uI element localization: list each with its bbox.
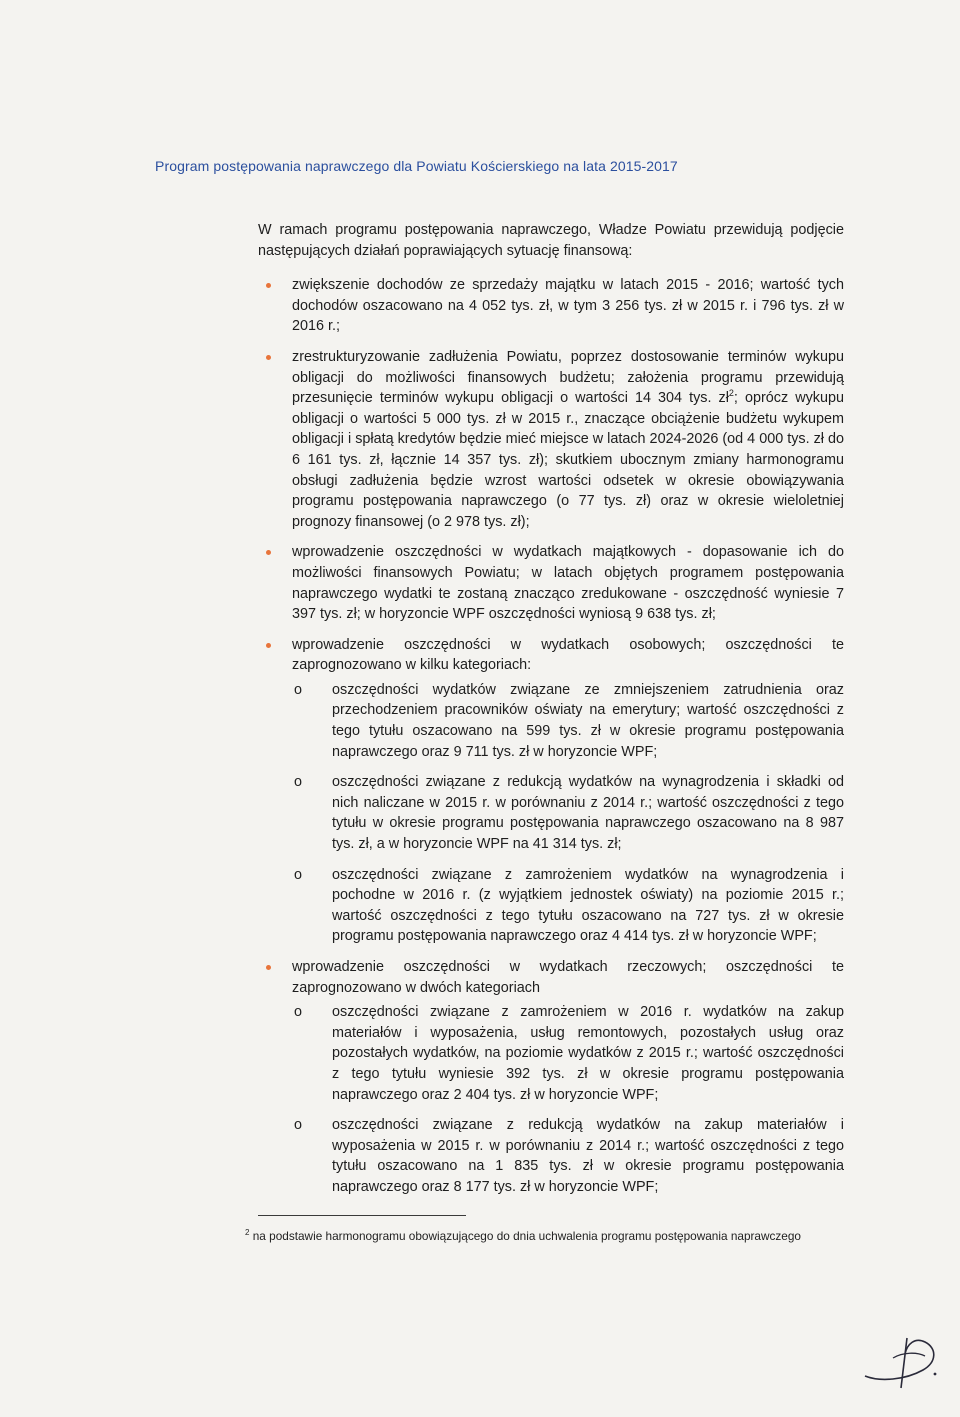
sub-list-marker: o [294, 866, 303, 883]
bullet-dot [266, 550, 271, 555]
sub-list [292, 1002, 844, 1197]
footnote-reference: 2 [728, 388, 734, 399]
intro-paragraph: W ramach programu postępowania naprawczego, Władze Powiatu przewidują podjęcie następujących działań poprawiających sytuację finansową: [258, 222, 844, 259]
bullet-dot [266, 283, 271, 288]
sub-list-item [292, 680, 844, 762]
sub-list-marker: o [294, 1117, 303, 1134]
bullet-dot [266, 643, 271, 648]
sub-list-marker: o [294, 681, 303, 698]
measures-list [258, 275, 844, 1197]
list-item [258, 347, 844, 532]
sub-list-item [292, 1115, 844, 1197]
list-item [258, 957, 844, 1198]
page-header: Program postępowania naprawczego dla Powiatu Kościerskiego na lata 2015-2017 [155, 158, 678, 174]
list-item [258, 635, 844, 947]
bullet-dot [266, 355, 271, 360]
list-item-text: zwiększenie dochodów ze sprzedaży majątku w latach 2015 - 2016; wartość tych dochodów oszacowano na 4 052 tys. zł, w tym 3 256 tys. zł w 2015 r. i 796 tys. zł w 2016 r.; [292, 277, 844, 335]
sub-list-item-text: oszczędności związane z redukcją wydatków na zakup materiałów i wyposażenia w 2015 r. w porównaniu z 2014 r.; wartość oszczędności z tego tytułu oszacowano na 1 835 tys. zł w okresie programu postępowania naprawczego oraz 8 177 tys. zł w horyzoncie WPF; [332, 1117, 844, 1195]
list-item-text: ; oprócz wykupu obligacji o wartości 5 000 tys. zł w 2015 r., znaczące obciążenie budżetu wykupem obligacji i spłatą kredytów będzie mieć miejsce w latach 2024-2026 (od 4 000 tys. zł do 6 161 tys. zł, łącznie 14 357 tys. zł); skutkiem ubocznym zmiany harmonogramu obsługi zadłużenia będzie wzrost wartości odsetek w okresie obowiązywania programu postępowania naprawczego (o 77 tys. zł) oraz w okresie wieloletniej prognozy finansowej (o 2 978 tys. zł); [292, 390, 844, 530]
bullet-dot [266, 965, 271, 970]
list-item-text: zrestrukturyzowanie zadłużenia Powiatu, poprzez dostosowanie terminów wykupu obligacji do możliwości finansowych budżetu; założenia programu przewidują przesunięcie terminów wykupu obligacji o wartości 14 304 tys. zł [292, 348, 844, 407]
sub-list-item-text: oszczędności wydatków związane ze zmniejszeniem zatrudnienia oraz przechodzeniem pracowników oświaty na emerytury; wartość oszczędności z tego tytułu oszacowano na 599 tys. zł w okresie programu postępowania naprawczego oraz 9 711 tys. zł w horyzoncie WPF; [332, 681, 844, 760]
sub-list-item-text: oszczędności związane z zamrożeniem wydatków na wynagrodzenia i pochodne w 2016 r. (z wyjątkiem jednostek oświaty) na poziomie 2015 r.; wartość oszczędności z tego tytułu oszacowano na 727 tys. zł w okresie programu postępowania naprawczego oraz 4 414 tys. zł w horyzoncie WPF; [332, 866, 844, 945]
list-item-text: wprowadzenie oszczędności w wydatkach rzeczowych; oszczędności te zaprognozowano w dwóch kategoriach [292, 959, 844, 996]
list-item-text: wprowadzenie oszczędności w wydatkach osobowych; oszczędności te zaprognozowano w kilku kategoriach: [292, 636, 844, 674]
footnote-number: 2 [245, 1228, 250, 1238]
sub-list-item-text: oszczędności związane z redukcją wydatków na wynagrodzenia i składki od nich naliczane w 2015 r. w porównaniu z 2014 r.; wartość oszczędności z tego tytułu w okresie programu postępowania naprawczego oszacowano na 8 987 tys. zł, a w horyzoncie WPF na 41 314 tys. zł; [332, 774, 844, 853]
sub-list-marker: o [294, 1004, 303, 1021]
sub-list [292, 680, 844, 947]
sub-list-item [292, 772, 844, 854]
footnote [245, 1228, 885, 1244]
footnote-divider [258, 1215, 466, 1216]
main-content [258, 220, 844, 1208]
list-item [258, 275, 844, 337]
signature-initials [845, 1318, 945, 1398]
footnote-text: na podstawie harmonogramu obowiązującego do dnia uchwalenia programu postępowania naprawczego [252, 1229, 801, 1243]
list-item [258, 542, 844, 624]
sub-list-marker: o [294, 774, 303, 791]
list-item-text: wprowadzenie oszczędności w wydatkach majątkowych - dopasowanie ich do możliwości finansowych Powiatu; w latach objętych programem postępowania naprawczego wydatki te zostaną znacząco zredukowane - oszczędność wyniesie 7 397 tys. zł; w horyzoncie WPF oszczędności wyniosą 9 638 tys. zł; [292, 544, 844, 623]
sub-list-item-text: oszczędności związane z zamrożeniem w 2016 r. wydatków na zakup materiałów i wyposażenia, usług remontowych, pozostałych usług oraz pozostałych wydatków, na poziomie wydatków z 2015 r.; wartość oszczędności z tego tytułu wyniesie 392 tys. zł w okresie programu postępowania naprawczego oraz 2 404 tys. zł w horyzoncie WPF; [332, 1004, 844, 1103]
sub-list-item [292, 1002, 844, 1105]
sub-list-item [292, 865, 844, 947]
